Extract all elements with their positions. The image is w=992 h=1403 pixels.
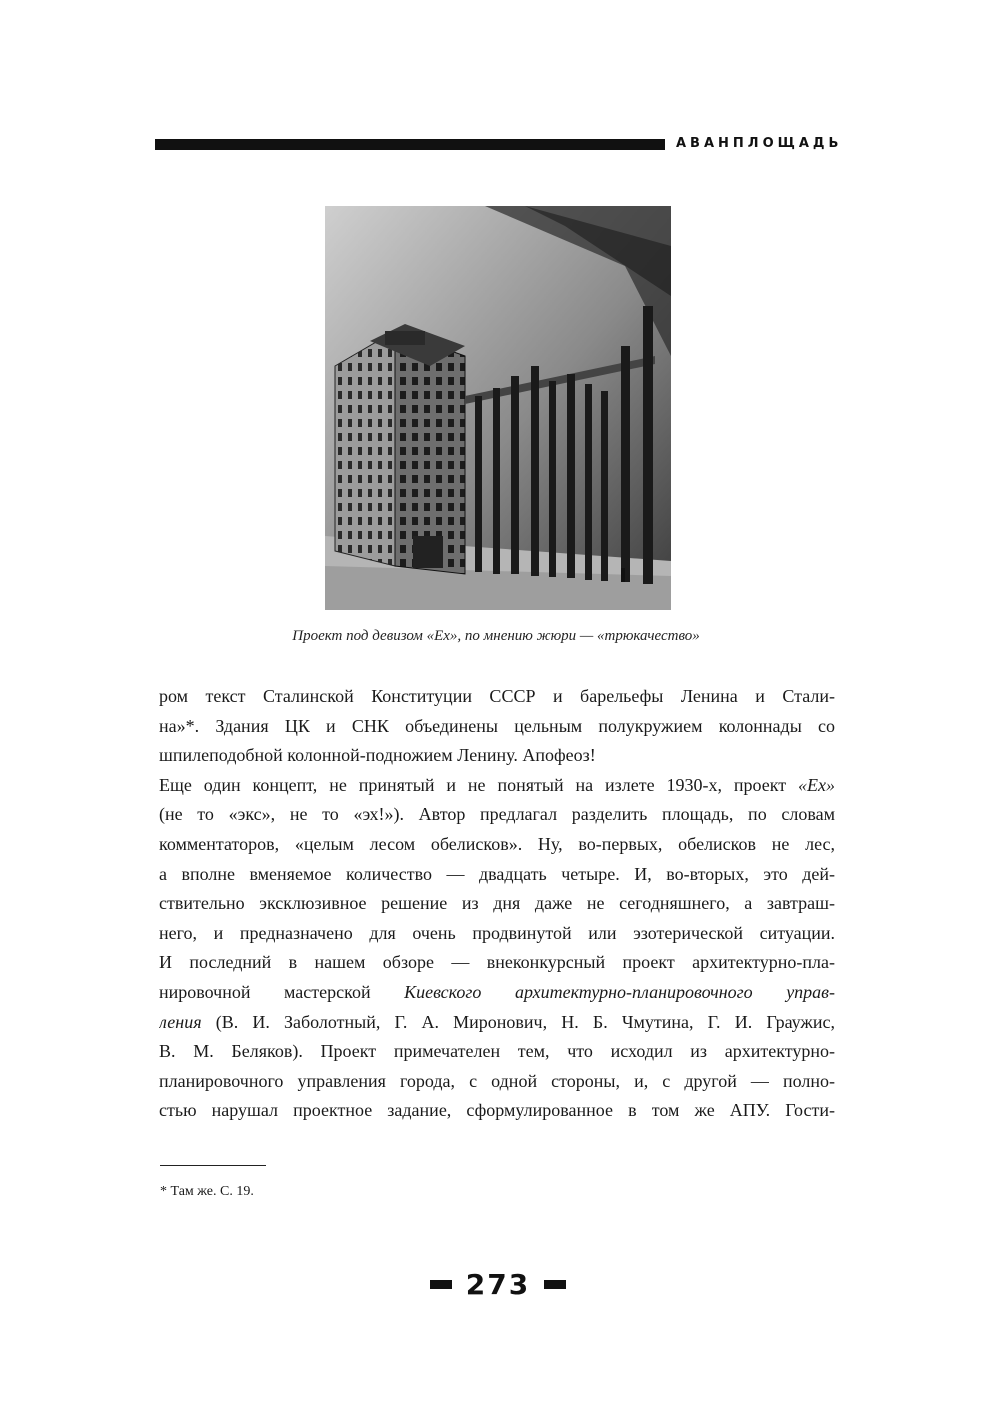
text-line: шпилеподобной колонной-подножием Ленину. Апофеоз! [159,745,596,766]
text-line: а вполне вменяемое количество — двадцать четыре. И, во-вторых, это дей- [159,863,835,884]
organization-name: Киевского архитектурно-планировочного управ- [404,981,835,1002]
text-span: нировочной мастерской [159,981,405,1002]
figure-caption: Проект под девизом «Ех», по мнению жюри — «трюкачество» [292,628,700,644]
footnote-rule [160,1165,266,1166]
text-line [159,978,835,1008]
text-line: стью нарушал проектное задание, сформулированное в том же АПУ. Гости- [159,1100,835,1121]
text-line: В. М. Беляков). Проект примечателен тем, что исходил из архитектурно- [159,1041,835,1062]
text-line: на»*. Здания ЦК и СНК объединены цельным полукружием колоннады со [159,715,835,736]
footnote: * Там же. С. 19. [160,1184,254,1199]
project-motto: «Ех» [798,774,835,795]
text-span: (В. И. Заболотный, Г. А. Миронович, Н. Б. Чмутина, Г. И. Граужис, [201,1011,835,1032]
running-header-title: АВАНПЛОЩАДЬ [676,136,843,151]
text-line: И последний в нашем обзоре — внеконкурсный проект архитектурно-пла- [159,952,835,973]
page-number-block [430,1268,566,1300]
text-line: ствительно эксклюзивное решение из дня даже не сегодняшнего, а завтраш- [159,893,835,914]
page-number-dash-right [544,1280,566,1289]
text-span: Еще один концепт, не принятый и не понятый на излете 1930-х, проект [159,774,799,795]
building-drawing [325,206,671,610]
text-line: ром текст Сталинской Конституции СССР и барельефы Ленина и Стали- [159,686,835,706]
page-number: 273 [465,1267,531,1301]
header-rule [155,139,665,150]
text-line: (не то «экс», не то «эх!»). Автор предлагал разделить площадь, по словам [159,804,835,825]
text-line: него, и предназначено для очень продвинутой или эзотерической ситуации. [159,922,835,943]
page-number-dash-left [430,1280,452,1289]
organization-name-end: ления [159,1011,202,1032]
text-line: комментаторов, «целым лесом обелисков». Ну, во-первых, обелисков не лес, [159,833,835,854]
text-line [159,1008,835,1038]
text-line: планировочного управления города, с одной стороны, и, с другой — полно- [159,1070,835,1091]
text-line [159,771,835,801]
body-text [159,682,835,1126]
figure-illustration [325,206,671,610]
